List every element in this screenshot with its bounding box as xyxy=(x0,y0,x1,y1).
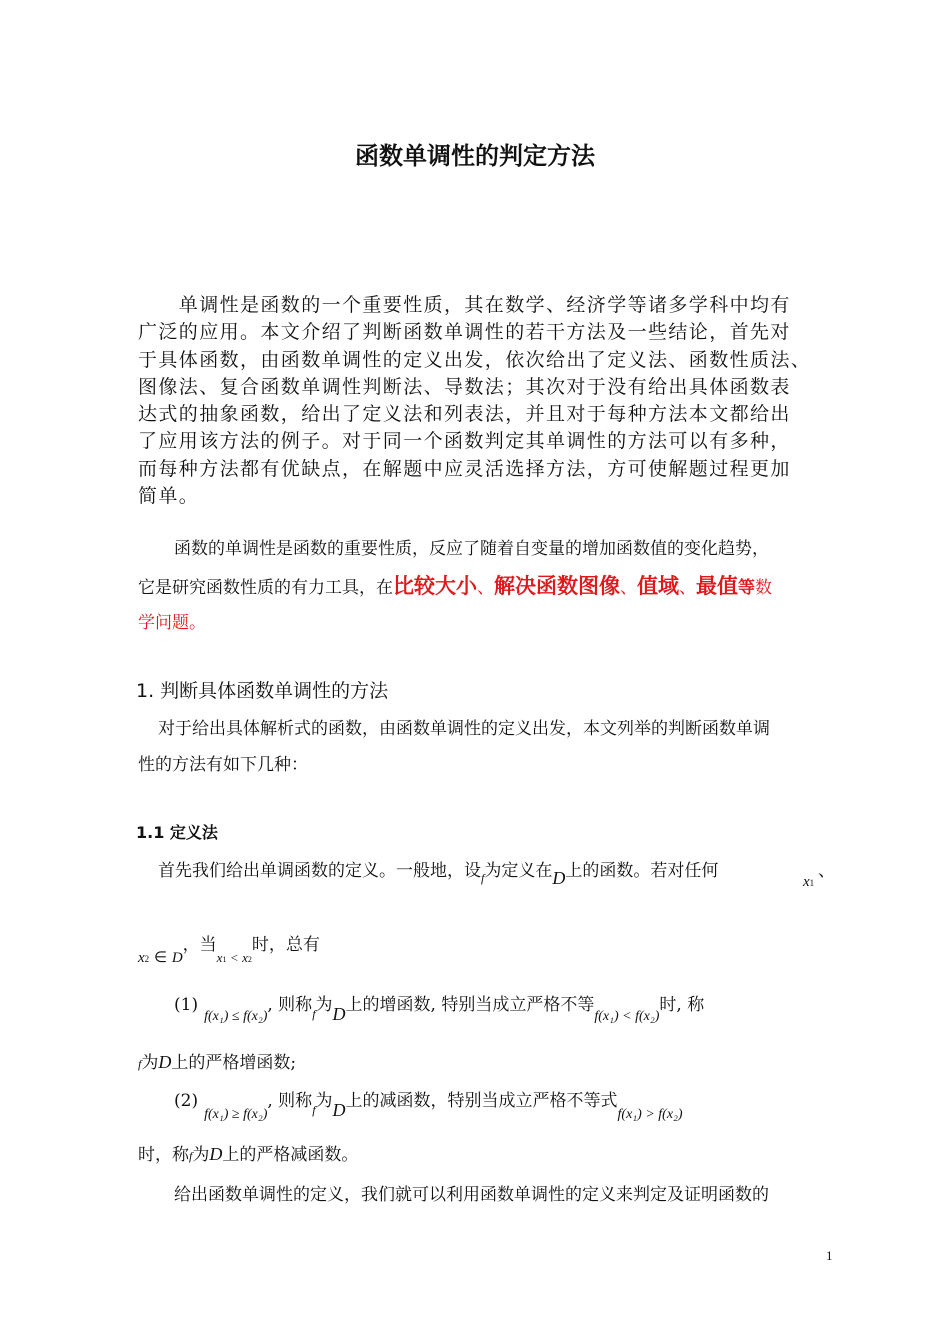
intro-prefix: 它是研究函数性质的有力工具，在 xyxy=(138,578,393,598)
intro-line-3: 学问题。 xyxy=(138,613,206,633)
abstract-line: 于具体函数，由函数单调性的定义出发，依次给出了定义法、函数性质法、 xyxy=(138,348,812,371)
highlight-etc: 等 xyxy=(738,578,755,598)
math-f: f xyxy=(481,871,485,885)
math-in: ∈ xyxy=(153,950,168,966)
enum-comma: 、 xyxy=(818,861,835,881)
math-f: f xyxy=(312,1007,316,1021)
math-inequality: f(x₁) < f(x₂) xyxy=(594,1009,660,1024)
math-D: D xyxy=(552,868,566,888)
math-f: f xyxy=(138,1057,142,1071)
text-run: 为 xyxy=(141,1053,159,1073)
condition-label: (2) xyxy=(174,1091,199,1111)
text-run: 为 xyxy=(315,995,333,1015)
abstract xyxy=(138,292,844,510)
highlight-extremum: 最值 xyxy=(696,574,738,598)
section-1-line-2: 性的方法有如下几种： xyxy=(138,755,308,775)
math-D: D xyxy=(171,950,183,966)
page-title: 函数单调性的判定方法 xyxy=(355,142,595,170)
text-run: 为 xyxy=(315,1091,333,1111)
section-1-line-1: 对于给出具体解析式的函数，由函数单调性的定义出发，本文列举的判断函数单调 xyxy=(158,719,770,739)
closing-line: 给出函数单调性的定义，我们就可以利用函数单调性的定义来判定及证明函数的 xyxy=(174,1185,769,1205)
abstract-line: 而每种方法都有优缺点，在解题中应灵活选择方法，方可使解题过程更加 xyxy=(138,457,791,480)
abstract-line: 图像法、复合函数单调性判断法、导数法；其次对于没有给出具体函数表 xyxy=(138,375,791,398)
condition-2 xyxy=(174,1086,683,1122)
math-subscript: 1 xyxy=(222,955,227,964)
math-x1 xyxy=(803,872,814,891)
text-run: , 则称 xyxy=(267,1091,313,1111)
text-run: , 则称 xyxy=(267,995,313,1015)
text-run: 上的严格增函数; xyxy=(171,1053,297,1073)
page-number: 1 xyxy=(826,1248,833,1263)
math-x: x xyxy=(138,950,145,966)
text-run: 上的函数。若对任何 xyxy=(565,861,719,881)
definition-line-1 xyxy=(158,856,719,888)
math-f: f xyxy=(189,1149,193,1163)
text-run: 时, 称 xyxy=(659,995,705,1015)
section-1-heading: 1. 判断具体函数单调性的方法 xyxy=(136,680,389,702)
math-subscript: 2 xyxy=(144,954,150,964)
abstract-line: 单调性是函数的一个重要性质，其在数学、经济学等诸多学科中均有 xyxy=(138,294,791,316)
text-run: 首先我们给出单调函数的定义。一般地，设 xyxy=(158,861,481,881)
math-x: x xyxy=(242,950,248,965)
text-run: 为 xyxy=(192,1145,210,1165)
math-inequality: f(x₁) > f(x₂) xyxy=(617,1107,683,1122)
text-run: 上的增函数, 特别当成立严格不等 xyxy=(345,995,595,1015)
text-run: 时，称 xyxy=(138,1145,189,1165)
condition-label: (1) xyxy=(174,995,199,1015)
abstract-line: 了应用该方法的例子。对于同一个函数判定其单调性的方法可以有多种， xyxy=(138,430,791,453)
math-D: D xyxy=(209,1144,223,1164)
math-D: D xyxy=(332,1100,346,1120)
math-x: x xyxy=(803,874,810,890)
intro-tail: 数 xyxy=(755,578,772,598)
abstract-line: 简单。 xyxy=(138,485,200,508)
condition-1 xyxy=(174,990,705,1024)
intro-line-1: 函数的单调性是函数的重要性质，反应了随着自变量的增加函数值的变化趋势， xyxy=(174,539,769,559)
math-D: D xyxy=(158,1052,172,1072)
text-run: 上的严格减函数。 xyxy=(222,1145,359,1165)
section-1-1-heading: 1.1 定义法 xyxy=(136,823,218,842)
separator: 、 xyxy=(620,578,637,598)
text-run: 上的减函数，特别当成立严格不等式 xyxy=(345,1091,618,1111)
highlight-compare: 比较大小 xyxy=(393,574,477,598)
condition-2-cont xyxy=(138,1140,358,1165)
math-lt: < xyxy=(230,950,238,965)
condition-1-cont xyxy=(138,1048,296,1073)
math-subscript: 2 xyxy=(247,955,252,964)
math-x: x xyxy=(216,950,223,965)
text-run: 时，总有 xyxy=(251,935,320,955)
text-run: ，当 xyxy=(182,935,217,955)
separator: 、 xyxy=(477,578,494,598)
math-inequality: f(x₁) ≥ f(x₂) xyxy=(204,1107,268,1122)
abstract-line: 达式的抽象函数，给出了定义法和列表法，并且对于每种方法本文都给出 xyxy=(138,403,791,426)
math-D: D xyxy=(332,1004,346,1024)
highlight-range: 值域 xyxy=(637,574,679,598)
separator: 、 xyxy=(679,578,696,598)
text-run: 为定义在 xyxy=(484,861,553,881)
highlight-graph: 解决函数图像 xyxy=(494,574,620,598)
intro-line-2 xyxy=(138,570,772,600)
math-f: f xyxy=(312,1103,316,1117)
math-inequality: f(x₁) ≤ f(x₂) xyxy=(204,1009,268,1024)
math-subscript: 1 xyxy=(809,878,815,888)
abstract-line: 广泛的应用。本文介绍了判断函数单调性的若干方法及一些结论，首先对 xyxy=(138,321,791,344)
definition-line-2 xyxy=(138,930,320,966)
